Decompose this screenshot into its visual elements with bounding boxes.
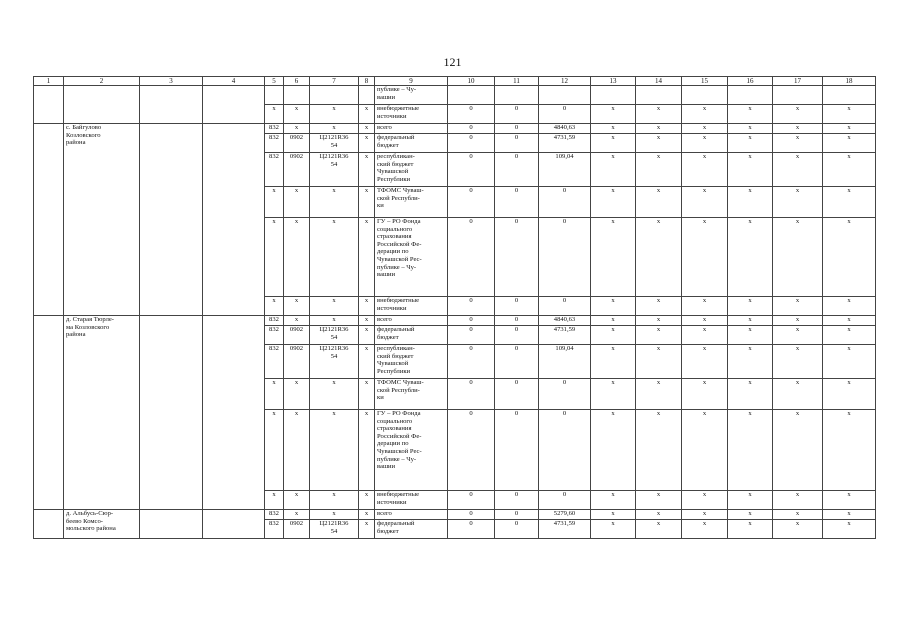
cell-col-18: x [823,218,876,297]
column-header: 17 [773,77,823,86]
cell-col-15: x [682,410,728,491]
cell-col-10: 0 [448,326,495,345]
cell-col-5: x [265,491,284,510]
column-header: 13 [591,77,636,86]
cell-col-11: 0 [495,326,539,345]
cell-col-16: x [728,345,773,379]
cell-col-15: x [682,345,728,379]
cell-col-6: x [284,218,310,297]
cell-col-8: x [359,410,375,491]
cell-col-5: 832 [265,134,284,153]
cell-col-18: x [823,491,876,510]
cell-col-17: x [773,316,823,326]
cell-col-10: 0 [448,187,495,218]
cell-col-5: 832 [265,316,284,326]
table-row [34,510,876,520]
cell-col-6: x [284,379,310,410]
column-header: 4 [203,77,265,86]
cell-col-16: x [728,187,773,218]
cell-col-12: 0 [539,297,591,316]
cell-col-17: x [773,153,823,187]
cell-col-12: 0 [539,379,591,410]
cell-col-15: x [682,491,728,510]
cell-col-12: 4840,63 [539,124,591,134]
cell-col-7: x [310,105,359,124]
cell-col-8: x [359,187,375,218]
cell-col-12 [539,86,591,105]
cell-col-5: x [265,218,284,297]
page-number: 121 [443,55,462,69]
cell-col-10: 0 [448,153,495,187]
cell-col-6: 0902 [284,134,310,153]
cell-col-5: x [265,105,284,124]
cell-col-5: 832 [265,510,284,520]
cell-col-14 [636,86,682,105]
cell-col-7: x [310,316,359,326]
cell-col-12: 4731,59 [539,134,591,153]
cell-col-12: 0 [539,187,591,218]
cell-col-11: 0 [495,510,539,520]
cell-col-10: 0 [448,316,495,326]
cell-col-6: 0902 [284,520,310,539]
cell-col-6: x [284,491,310,510]
cell-col-13: x [591,105,636,124]
cell-col-8: x [359,297,375,316]
cell-col-10: 0 [448,491,495,510]
cell-col-12: 4840,63 [539,316,591,326]
cell-col-11: 0 [495,105,539,124]
cell-col-15: x [682,187,728,218]
cell-col-8: x [359,510,375,520]
cell-col-17: x [773,134,823,153]
cell-col-5: 832 [265,153,284,187]
cell-col-10: 0 [448,297,495,316]
cell-col-13: x [591,379,636,410]
place-name-cell: д. Альбусь-Сюр- беево Комсо- мольского района [64,510,140,539]
cell-col-8: x [359,316,375,326]
cell-col-16: x [728,491,773,510]
cell-col-6: x [284,124,310,134]
cell-col-9: ГУ – РО Фонда социального страхования Российской Фе- дерации по Чувашской Рес- публике – Чу- вашии [375,218,448,297]
empty-cell [140,124,203,316]
column-header: 7 [310,77,359,86]
column-header: 5 [265,77,284,86]
cell-col-8: x [359,520,375,539]
cell-col-13: x [591,520,636,539]
cell-col-7: Ц2121R36 54 [310,326,359,345]
cell-col-9: всего [375,510,448,520]
cell-col-17: x [773,187,823,218]
cell-col-10: 0 [448,410,495,491]
cell-col-5: 832 [265,124,284,134]
cell-col-8: x [359,124,375,134]
cell-col-7: x [310,187,359,218]
cell-col-18: x [823,345,876,379]
empty-cell [140,316,203,510]
cell-col-6 [284,86,310,105]
cell-col-13: x [591,316,636,326]
column-header: 1 [34,77,64,86]
cell-col-6: 0902 [284,326,310,345]
cell-col-6: x [284,297,310,316]
cell-col-18: x [823,187,876,218]
cell-col-8 [359,86,375,105]
cell-col-13 [591,86,636,105]
cell-col-5: x [265,297,284,316]
cell-col-9: внебюджетные источники [375,491,448,510]
cell-col-6: 0902 [284,345,310,379]
cell-col-12: 109,04 [539,153,591,187]
cell-col-10: 0 [448,105,495,124]
column-header: 8 [359,77,375,86]
cell-col-6: x [284,316,310,326]
row-index-cell [34,86,64,124]
cell-col-10: 0 [448,218,495,297]
cell-col-18: x [823,105,876,124]
cell-col-5: 832 [265,345,284,379]
table-row [34,86,876,105]
cell-col-12: 0 [539,105,591,124]
table-row [34,316,876,326]
cell-col-11 [495,86,539,105]
cell-col-10: 0 [448,520,495,539]
cell-col-14: x [636,410,682,491]
place-name-cell: с. Байгулово Козловского района [64,124,140,316]
cell-col-12: 4731,59 [539,326,591,345]
column-header: 15 [682,77,728,86]
cell-col-8: x [359,105,375,124]
cell-col-15: x [682,326,728,345]
table-row [34,124,876,134]
cell-col-18: x [823,316,876,326]
cell-col-16: x [728,134,773,153]
cell-col-13: x [591,153,636,187]
cell-col-6: x [284,510,310,520]
cell-col-16: x [728,326,773,345]
cell-col-15: x [682,316,728,326]
cell-col-15: x [682,510,728,520]
cell-col-14: x [636,105,682,124]
cell-col-13: x [591,297,636,316]
cell-col-18: x [823,297,876,316]
cell-col-15: x [682,153,728,187]
cell-col-14: x [636,187,682,218]
row-index-cell [34,124,64,316]
cell-col-17: x [773,410,823,491]
cell-col-8: x [359,153,375,187]
cell-col-11: 0 [495,316,539,326]
cell-col-13: x [591,410,636,491]
cell-col-14: x [636,124,682,134]
cell-col-10: 0 [448,379,495,410]
column-header: 11 [495,77,539,86]
cell-col-5: x [265,410,284,491]
column-header: 16 [728,77,773,86]
cell-col-17: x [773,491,823,510]
cell-col-9: ТФОМС Чуваш- ской Республи- ки [375,379,448,410]
cell-col-7: x [310,218,359,297]
cell-col-17: x [773,345,823,379]
cell-col-9: ТФОМС Чуваш- ской Республи- ки [375,187,448,218]
cell-col-15 [682,86,728,105]
column-number-row [34,77,876,86]
empty-cell [203,316,265,510]
cell-col-16: x [728,316,773,326]
cell-col-11: 0 [495,187,539,218]
column-header: 3 [140,77,203,86]
row-index-cell [34,316,64,510]
cell-col-9: внебюджетные источники [375,297,448,316]
cell-col-11: 0 [495,297,539,316]
cell-col-12: 4731,59 [539,520,591,539]
cell-col-6: 0902 [284,153,310,187]
cell-col-13: x [591,510,636,520]
cell-col-8: x [359,345,375,379]
cell-col-8: x [359,218,375,297]
cell-col-9: всего [375,124,448,134]
cell-col-5: 832 [265,326,284,345]
cell-col-10: 0 [448,345,495,379]
cell-col-11: 0 [495,491,539,510]
cell-col-17: x [773,379,823,410]
cell-col-7: x [310,510,359,520]
cell-col-7: x [310,410,359,491]
cell-col-17: x [773,218,823,297]
cell-col-13: x [591,218,636,297]
cell-col-7: x [310,491,359,510]
cell-col-7: Ц2121R36 54 [310,520,359,539]
cell-col-14: x [636,297,682,316]
cell-col-7: x [310,297,359,316]
cell-col-17: x [773,326,823,345]
cell-col-16: x [728,124,773,134]
cell-col-5: x [265,187,284,218]
cell-col-7: x [310,379,359,410]
cell-col-10: 0 [448,510,495,520]
cell-col-15: x [682,379,728,410]
cell-col-17: x [773,297,823,316]
column-header: 18 [823,77,876,86]
column-header: 9 [375,77,448,86]
cell-col-14: x [636,510,682,520]
cell-col-8: x [359,134,375,153]
column-header: 14 [636,77,682,86]
cell-col-6: x [284,410,310,491]
cell-col-15: x [682,134,728,153]
cell-col-9: республикан- ский бюджет Чувашской Республики [375,153,448,187]
cell-col-10: 0 [448,124,495,134]
cell-col-18: x [823,153,876,187]
cell-col-9: федеральный бюджет [375,134,448,153]
cell-col-18: x [823,379,876,410]
cell-col-10 [448,86,495,105]
cell-col-8: x [359,326,375,345]
cell-col-12: 109,04 [539,345,591,379]
cell-col-13: x [591,124,636,134]
cell-col-13: x [591,134,636,153]
cell-col-9: ГУ – РО Фонда социального страхования Российской Фе- дерации по Чувашской Рес- публике – Чу- вашии [375,410,448,491]
cell-col-7: Ц2121R36 54 [310,134,359,153]
cell-col-11: 0 [495,218,539,297]
empty-cell [203,124,265,316]
cell-col-13: x [591,326,636,345]
cell-col-14: x [636,134,682,153]
cell-col-11: 0 [495,345,539,379]
cell-col-14: x [636,491,682,510]
column-header: 6 [284,77,310,86]
cell-col-15: x [682,124,728,134]
column-header: 10 [448,77,495,86]
empty-cell [203,86,265,124]
cell-col-16: x [728,218,773,297]
cell-col-13: x [591,345,636,379]
cell-col-18: x [823,326,876,345]
cell-col-14: x [636,379,682,410]
cell-col-17: x [773,124,823,134]
cell-col-14: x [636,316,682,326]
cell-col-14: x [636,345,682,379]
cell-col-18: x [823,510,876,520]
cell-col-10: 0 [448,134,495,153]
cell-col-18: x [823,520,876,539]
column-header: 12 [539,77,591,86]
cell-col-9: федеральный бюджет [375,520,448,539]
cell-col-5: x [265,379,284,410]
cell-col-6: x [284,105,310,124]
cell-col-16: x [728,410,773,491]
cell-col-16: x [728,297,773,316]
empty-cell [203,510,265,539]
cell-col-14: x [636,153,682,187]
cell-col-16: x [728,379,773,410]
cell-col-6: x [284,187,310,218]
cell-col-8: x [359,379,375,410]
cell-col-18: x [823,134,876,153]
cell-col-7: Ц2121R36 54 [310,153,359,187]
cell-col-9: публике – Чу- вашии [375,86,448,105]
cell-col-18 [823,86,876,105]
cell-col-16: x [728,520,773,539]
cell-col-9: федеральный бюджет [375,326,448,345]
cell-col-16: x [728,105,773,124]
cell-col-7: Ц2121R36 54 [310,345,359,379]
cell-col-15: x [682,297,728,316]
cell-col-16: x [728,153,773,187]
cell-col-12: 5279,60 [539,510,591,520]
place-name-cell: д. Старая Тюрле- ма Козловского района [64,316,140,510]
cell-col-11: 0 [495,410,539,491]
empty-cell [140,510,203,539]
cell-col-12: 0 [539,491,591,510]
cell-col-14: x [636,326,682,345]
cell-col-14: x [636,218,682,297]
cell-col-13: x [591,187,636,218]
cell-col-17: x [773,520,823,539]
cell-col-15: x [682,218,728,297]
cell-col-5: 832 [265,520,284,539]
cell-col-9: всего [375,316,448,326]
cell-col-14: x [636,520,682,539]
cell-col-16 [728,86,773,105]
cell-col-12: 0 [539,218,591,297]
cell-col-7: x [310,124,359,134]
place-name-cell [64,86,140,124]
cell-col-7 [310,86,359,105]
cell-col-5 [265,86,284,105]
cell-col-9: республикан- ский бюджет Чувашской Республики [375,345,448,379]
cell-col-11: 0 [495,153,539,187]
cell-col-18: x [823,124,876,134]
column-header: 2 [64,77,140,86]
cell-col-12: 0 [539,410,591,491]
cell-col-18: x [823,410,876,491]
empty-cell [140,86,203,124]
cell-col-11: 0 [495,134,539,153]
row-index-cell [34,510,64,539]
cell-col-11: 0 [495,520,539,539]
cell-col-9: внебюджетные источники [375,105,448,124]
cell-col-16: x [728,510,773,520]
cell-col-17 [773,86,823,105]
cell-col-8: x [359,491,375,510]
cell-col-17: x [773,105,823,124]
cell-col-15: x [682,105,728,124]
budget-table [33,76,876,539]
cell-col-11: 0 [495,379,539,410]
cell-col-11: 0 [495,124,539,134]
cell-col-17: x [773,510,823,520]
cell-col-13: x [591,491,636,510]
cell-col-15: x [682,520,728,539]
